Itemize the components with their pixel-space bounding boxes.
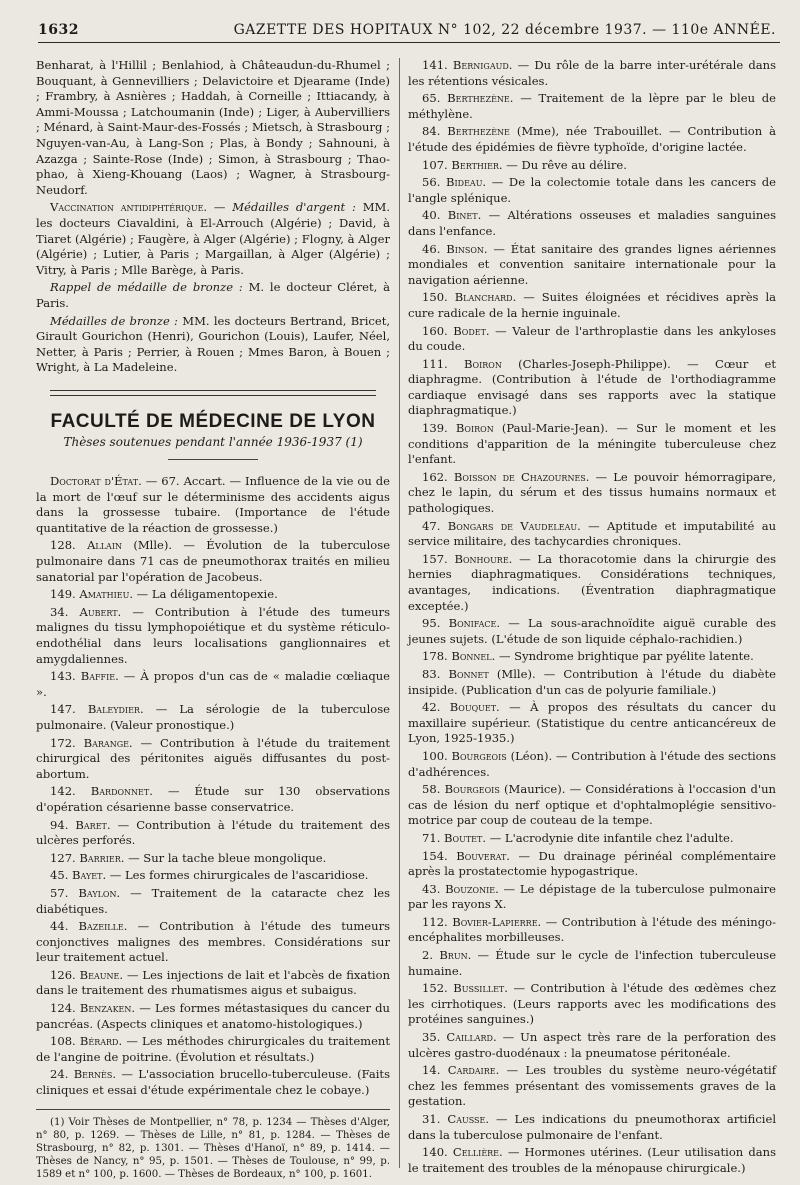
thesis-author: Binet. [447,208,482,223]
silver-medal-list: MM. les docteurs Ciavaldini, à El-Arrouch (Algérie) ; David, à Tiaret (Algérie) ; Faugère, à Alger (Algérie) ; Flogny, à Alger (Algérie) ; Lutier, à Paris ; Margaillan, à Alger (Algérie) ; Vitry, à Paris ; Mlle Barège, à Paris. [36,200,391,277]
thesis-entry [408,948,776,979]
thesis-author: Cellière. [452,1145,503,1160]
thesis-title: — État sanitaire des grandes lignes aériennes mondiales et convention sanitaire internationale pour la navigation aérienne. [408,241,777,287]
column-divider [399,58,400,1168]
rappel-text: M. le docteur Cléret, à Paris. [36,280,390,310]
thesis-entry [36,736,390,783]
thesis-title: — De la colectomie totale dans les cancers de l'angle splénique. [408,175,776,205]
thesis-author: Benzaken. [79,1001,136,1016]
thesis-entry [408,649,776,665]
thesis-entry [408,470,776,517]
thesis-author: Bernès. [73,1067,117,1082]
thesis-title: — À propos d'un cas de « maladie cœliaque ». [36,669,391,699]
thesis-author: Bérard. [79,1034,123,1049]
thesis-entry [36,784,390,815]
thesis-title: — Étude sur le cycle de l'infection tuberculeuse humaine. [408,948,777,978]
thesis-entry [408,981,776,1028]
thesis-author: Amathieu. [79,587,133,602]
thesis-author: Boisson de Chazournes. [453,469,590,484]
thesis-author: Bideau. [446,175,487,190]
thesis-entry [408,552,776,614]
thesis-title: — Le dépistage de la tuberculose pulmonaire par les rayons X. [408,881,777,912]
thesis-title: — La déligamentopexie. [136,587,278,602]
thesis-title: — Syndrome brightique par pyélite latente. [498,649,754,664]
thesis-entry [36,474,390,536]
thesis-author: Causse. [447,1112,490,1126]
section-separator [50,390,376,396]
thesis-number: 100. [422,748,448,763]
thesis-title: — La sérologie de la tuberculose pulmonaire. (Valeur pronostique.) [36,702,390,732]
thesis-number: 178. [422,649,448,664]
thesis-title: (Mme), née Trabouillet. — Contribution à l'étude des épidémies de fièvre typhoïde, d'origine lactée. [408,124,776,154]
thesis-number: 46. [422,241,441,256]
section-subtitle: Thèses soutenues pendant l'année 1936-1937 (1) [63,435,363,450]
thesis-number: 57. [50,885,69,900]
thesis-title: (Léon). — Contribution à l'étude des sections d'adhérences. [408,748,776,779]
thesis-entry [408,421,776,468]
thesis-number: 157. [422,551,448,566]
thesis-title: — La thoracotomie dans la chirurgie des hernies diaphragmatiques. Considérations techniques, avantages, indications. (Éventration diaphragmatique exceptée.) [408,551,777,613]
thesis-author: Brun. [439,948,472,963]
thesis-author: Bongars de Vaudeleau. [447,518,581,533]
vaccination-label: Vaccination antidiphtérique. [50,200,208,215]
thesis-author: Binson. [446,241,488,256]
thesis-author: Bernigaud. [452,58,513,72]
thesis-author: Blanchard. [454,290,517,305]
thesis-entry [36,868,390,884]
thesis-entry [408,1145,776,1176]
thesis-title: — Contribution à l'étude du traitement des ulcères perforés. [36,817,390,848]
thesis-number: 58. [422,782,441,797]
thesis-title: — Les formes chirurgicales de l'ascaridiose. [109,868,369,883]
thesis-title: — L'acrodynie dite infantile chez l'adulte. [489,830,734,845]
thesis-author: Barrier. [79,850,125,865]
thesis-author: Bonnel. [451,649,496,664]
thesis-number: 107. [422,157,448,172]
thesis-author: Baleydier. [87,702,144,717]
thesis-author: Boniface. [448,616,501,631]
thesis-title: — 67. Accart. — Influence de la vie ou de la mort de l'œuf sur le déterminisme des accidents aigus dans la grossesse tubaire. (Importance de l'étude quantitative de la réaction de grossesse.) [36,474,391,535]
thesis-author: Baylon. [78,885,121,900]
thesis-entry [408,616,776,647]
thesis-title: — Contribution à l'étude des tumeurs malignes du tissu lymphopoiétique et du système réticulo-endothélial dans leurs localisations ganglionnaires et amygdaliennes. [36,604,390,666]
thesis-number: 124. [50,1001,76,1016]
thesis-number: 40. [422,208,441,223]
thesis-entry [408,290,776,321]
page-header [38,18,780,43]
thesis-entry [408,749,776,780]
thesis-author: Beaune. [79,967,124,982]
thesis-number: 127. [50,850,76,865]
thesis-entry [408,700,776,747]
thesis-number: 95. [422,616,441,631]
thesis-entry [36,702,390,733]
thesis-entry [36,669,390,700]
bronze-paragraph [36,314,390,376]
thesis-title: — Valeur de l'arthroplastie dans les ankyloses du coude. [408,323,777,354]
thesis-title: — Traitement de la lèpre par le bleu de méthylène. [408,91,777,121]
thesis-title: (Mlle). — Contribution à l'étude du diabète insipide. (Publication d'un cas de polyurie familiale.) [408,666,776,697]
thesis-author: Aubert. [79,604,122,619]
thesis-entry [408,519,776,550]
thesis-entry [408,1030,776,1061]
page-number: 1632 [38,22,79,38]
thesis-number: 143. [50,669,76,684]
thesis-author: Berthier. [451,157,503,172]
left-column [36,58,391,1180]
thesis-number: 141. [422,58,448,72]
thesis-entry [408,58,776,89]
thesis-title: — Du rôle de la barre inter-urétérale dans les rétentions vésicales. [408,58,777,88]
thesis-number: 42. [422,700,441,715]
thesis-author: Bonnet [448,666,489,681]
bronze-label: Médailles de bronze : [50,313,178,328]
thesis-entry [408,1063,776,1110]
thesis-author: Baret. [75,817,111,832]
thesis-title: — L'association brucello-tuberculeuse. (Faits cliniques et essai d'étude expérimentale chez le cobaye.) [36,1067,390,1098]
thesis-title: — Les formes métastasiques du cancer du pancréas. (Aspects cliniques et anatomo-histologiques.) [36,1001,390,1031]
thesis-entry [36,605,390,667]
title-rule [168,459,258,460]
thesis-author: Boiron [464,356,502,371]
thesis-title: — Aptitude et imputabilité au service militaire, des tachycardies chroniques. [408,518,777,549]
thesis-author: Bouzonie. [445,881,499,896]
rappel-paragraph [36,280,390,311]
thesis-number: 45. [50,868,69,883]
thesis-entry [408,849,776,880]
thesis-title: — Traitement de la cataracte chez les diabétiques. [36,885,391,916]
thesis-author: Bazeille. [78,919,128,934]
thesis-author: Berthezène [447,124,510,139]
thesis-number: 65. [422,91,441,106]
thesis-author: Boutet. [444,830,487,845]
section-title: FACULTÉ DE MÉDECINE DE LYON [50,410,376,432]
thesis-entry [408,831,776,847]
thesis-title: — Un aspect très rare de la perforation des ulcères gastro-duodénaux : la pneumatose péritonéale. [408,1030,777,1060]
thesis-entry [36,1001,390,1032]
thesis-number: 31. [422,1112,441,1126]
thesis-entry [36,851,390,867]
thesis-author: Bouquet. [449,700,500,715]
thesis-title: — À propos des résultats du cancer du maxillaire supérieur. (Statistique du centre anticancéreux de Lyon, 1925-1935.) [408,700,777,746]
thesis-number: 84. [422,124,441,139]
thesis-number: 108. [50,1034,76,1049]
thesis-number: 149. [50,587,76,602]
thesis-entry [36,968,390,999]
right-theses-list [408,58,776,1176]
thesis-title: — Les méthodes chirurgicales du traitement de l'angine de poitrine. (Évolution et résultats.) [36,1034,391,1064]
footnote-rule [36,1109,390,1110]
thesis-entry [408,782,776,829]
footnote: (1) Voir Thèses de Montpellier, n° 78, p. 1234 — Thèses d'Alger, n° 80, p. 1269. — Thèses de Lille, n° 81, p. 1284. — Thèses de Strasbourg, n° 82, p. 1301. — Thèses d'Hanoï, n° 89, p. 1414. — Thèses de Nancy, n° 95, p. 1501. — Thèses de Toulouse, n° 99, p. 1589 et n° 100, p. 1600. — Thèses de Bordeaux, n° 100, p. 1601. [36,1116,390,1180]
thesis-author: Barange. [83,735,133,750]
running-title: GAZETTE DES HOPITAUX N° 102, 22 décembre 1937. — 110e ANNÉE. [233,22,776,38]
thesis-title: — Du drainage périnéal complémentaire après la prostatectomie hypogastrique. [408,848,777,879]
thesis-entry [408,175,776,206]
thesis-number: 2. [422,948,434,963]
thesis-author: Allain [87,538,122,553]
thesis-title: — Altérations osseuses et maladies sanguines dans l'enfance. [408,208,777,238]
thesis-entry [36,1067,390,1098]
right-column [408,58,777,1175]
thesis-author: Bussillet. [453,981,508,996]
thesis-author: Bovier-Lapierre. [452,914,542,929]
thesis-author: Doctorat d'État. [50,474,142,489]
bronze-list: MM. les docteurs Bertrand, Bricet, Girault Gourichon (Henri), Gourichon (Louis), Laufer, Néel, Netter, à Paris ; Perrier, à Rouen ; Mmes Baron, à Bouen ; Wright, à La Madeleine. [36,313,391,375]
thesis-number: 35. [422,1030,441,1045]
thesis-title: — Étude sur 130 observations d'opération césarienne basse conservatrice. [36,784,391,814]
thesis-entry [36,587,390,603]
thesis-title: (Maurice). — Considérations à l'occasion d'un cas de lésion du nerf optique et d'ophtalmoplégie sensitivo-motrice par coup de couteau de la tempe. [408,782,776,828]
thesis-number: 150. [422,290,448,305]
thesis-author: Caillard. [446,1030,497,1045]
thesis-entry [36,886,390,917]
thesis-author: Bonhoure. [454,551,513,566]
thesis-number: 111. [422,356,448,371]
thesis-number: 94. [50,817,69,832]
thesis-title: — La sous-arachnoïdite aiguë curable des jeunes sujets. (L'étude de son liquide céphalo-rachidien.) [408,616,777,646]
thesis-entry [408,158,776,174]
thesis-number: 147. [50,702,76,717]
thesis-number: 152. [422,981,448,996]
thesis-author: Cardaire. [447,1063,500,1078]
thesis-author: Bourgeois [444,782,500,797]
thesis-number: 172. [50,735,76,750]
thesis-author: Bayet. [72,868,107,883]
thesis-title: (Charles-Joseph-Philippe). — Cœur et diaphragme. (Contribution à l'étude de l'orthodiagramme cardiaque envisagé dans ses rapports avec la statique diaphragmatique.) [408,356,777,418]
thesis-number: 47. [422,518,441,533]
thesis-number: 24. [50,1067,69,1082]
thesis-title: — Sur la tache bleue mongolique. [128,850,327,865]
thesis-entry [408,324,776,355]
left-theses-list [36,474,390,1099]
thesis-entry [408,208,776,239]
thesis-number: 112. [422,914,448,929]
thesis-title: — Hormones utérines. (Leur utilisation dans le traitement des troubles de la ménopause chirurgicale.) [408,1145,776,1175]
thesis-number: 160. [422,323,448,338]
thesis-number: 14. [422,1063,441,1078]
rappel-label: Rappel de médaille de bronze : [50,280,243,295]
thesis-number: 142. [50,784,76,799]
thesis-title: (Mlle). — Évolution de la tuberculose pulmonaire dans 71 cas de pneumothorax traités en milieu sanatorial par l'opération de Jacobeus. [36,538,391,584]
thesis-title: — Les troubles du système neuro-végétatif chez les femmes présentant des vomissements graves de la gestation. [408,1063,776,1109]
thesis-entry [408,124,776,155]
thesis-number: 56. [422,175,441,190]
thesis-title: — Contribution à l'étude des méningo-encéphalites morbilleuses. [408,914,776,945]
thesis-title: — Les injections de lait et l'abcès de fixation dans le traitement des rhumatismes aigus et subaigus. [36,967,391,998]
thesis-entry [408,1112,776,1143]
thesis-title: — Contribution à l'étude des tumeurs conjonctives malignes des membres. Considérations sur leur traitement actuel. [36,919,391,965]
thesis-title: — Contribution à l'étude des œdèmes chez les cirrhotiques. (Leurs rapports avec les modifications des protéines sanguines.) [408,981,777,1027]
thesis-title: (Paul-Marie-Jean). — Sur le moment et les conditions d'apparition de la méningite tuberculeuse chez l'enfant. [408,421,777,467]
thesis-entry [36,818,390,849]
thesis-title: — Les indications du pneumothorax artificiel dans la tuberculose pulmonaire de l'enfant. [408,1112,777,1142]
thesis-entry [408,242,776,289]
thesis-number: 140. [422,1145,448,1160]
thesis-number: 126. [50,967,76,982]
thesis-number: 154. [422,848,448,863]
thesis-number: 139. [422,421,448,436]
thesis-title: — Contribution à l'étude du traitement chirurgical des péritonites aiguës diffusantes du post-abortum. [36,735,391,781]
laureates-list: Benharat, à l'Hillil ; Benlahiod, à Châteaudun-du-Rhumel ; Bouquant, à Gennevilliers ; Delavictoire et Djearame (Inde) ; Frambry, à Asnières ; Haddah, à Corneille ; Ittiacandy, à Ammi-Moussa ; Latchoumanin (Inde) ; Liger, à Aubervilliers ; Ménard, à Saint-Maur-des-Fossés ; Mietsch, à Strasbourg ; Nguyen-van-Au, à Lang-Son ; Plas, à Bondy ; Sahnouni, à Azazga ; Sainte-Rose (Inde) ; Simon, à Strasbourg ; Thao-phao, à Xieng-Khouang (Laos) ; Wagner, à Strasbourg-Neudorf. [36,58,390,197]
thesis-entry [36,919,390,966]
thesis-number: 83. [422,666,441,681]
thesis-number: 44. [50,919,69,934]
thesis-author: Bardonnet. [90,784,153,799]
thesis-number: 128. [50,538,76,553]
silver-medal-label: Médailles d'argent : [232,200,356,215]
thesis-entry [408,91,776,122]
thesis-entry [408,915,776,946]
thesis-title: — Du rêve au délire. [506,157,627,172]
thesis-number: 43. [422,881,441,896]
thesis-number: 34. [50,604,69,619]
thesis-number: 162. [422,469,448,484]
thesis-author: Bouverat. [456,848,510,863]
thesis-entry [408,882,776,913]
thesis-author: Berthezène. [447,91,514,106]
thesis-entry [408,667,776,698]
thesis-author: Boiron [455,421,494,436]
thesis-entry [408,357,776,419]
thesis-title: — Suites éloignées et récidives après la cure radicale de la hernie inguinale. [408,290,777,320]
thesis-entry [36,1034,390,1065]
thesis-title: — Le pouvoir hémorragipare, chez le lapin, du sérum et des tissus humains normaux et pathologiques. [408,469,776,516]
thesis-author: Baffie. [80,669,119,684]
thesis-author: Bourgeois [451,748,507,763]
thesis-author: Bodet. [453,323,490,338]
thesis-entry [36,538,390,585]
thesis-number: 71. [422,830,441,845]
vaccination-paragraph: Vaccination antidiphtérique. — Médailles d'argent : MM. les docteurs Ciavaldini, à El-Arrouch (Algérie) ; David, à Tiaret (Algérie) ; Faugère, à Alger (Algérie) ; Flogny, à Alger (Algérie) ; Lutier, à Paris ; Margaillan, à Alger (Algérie) ; Vitry, à Paris ; Mlle Barège, à Paris. [36,200,391,277]
